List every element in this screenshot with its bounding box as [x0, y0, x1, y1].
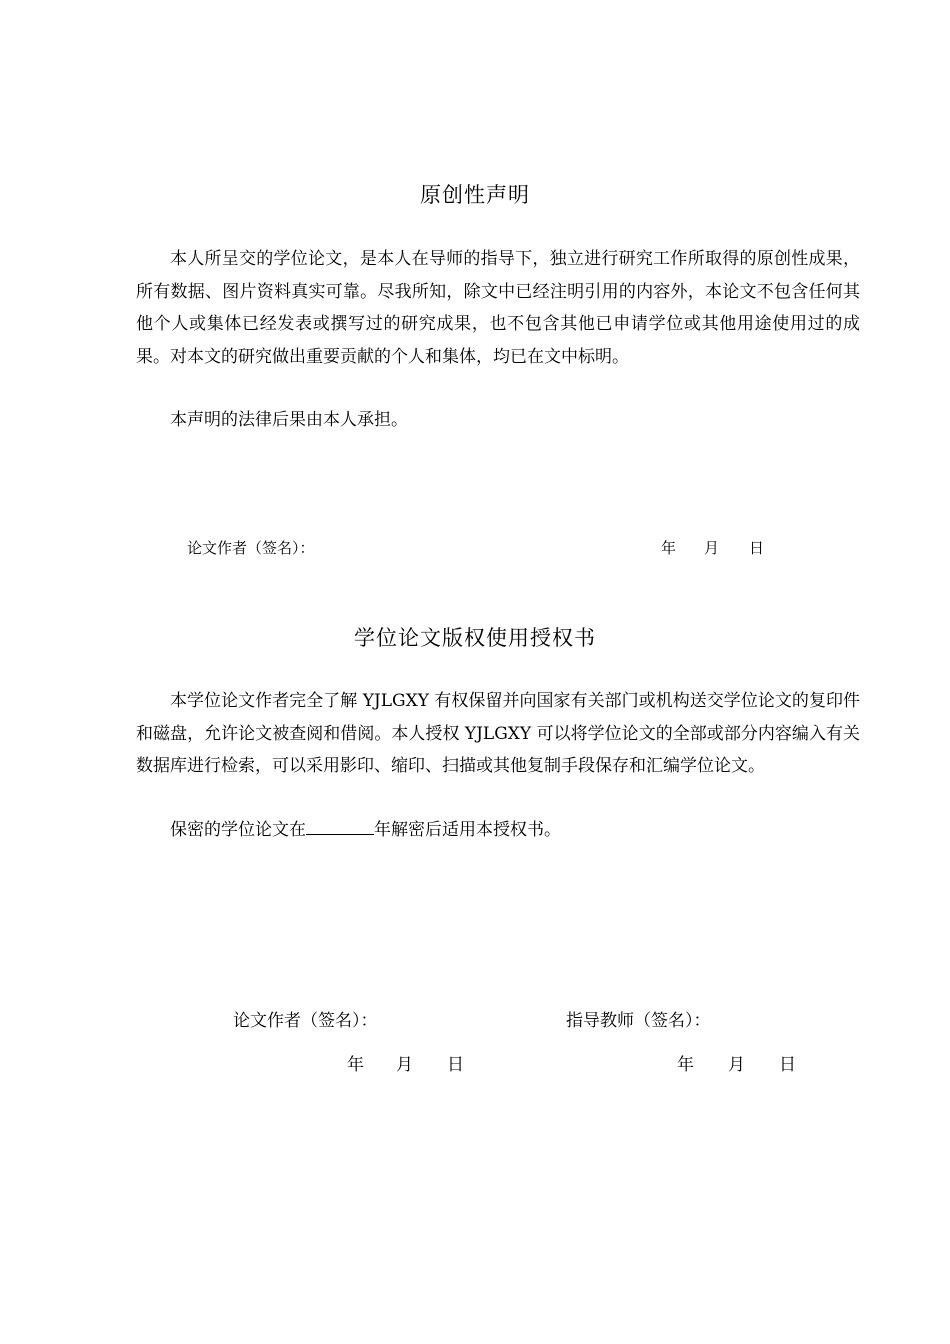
advisor-signature-label: 指导教师（签名）：: [566, 1011, 711, 1031]
declaration-liability-paragraph: 本声明的法律后果由本人承担。: [170, 410, 408, 430]
date-month: 月: [396, 1055, 413, 1075]
confidentiality-text-before: 保密的学位论文在: [170, 820, 306, 840]
date-year: 年: [661, 539, 677, 557]
declaration-date: [661, 537, 764, 558]
confidentiality-text-after: 年解密后适用本授权书。: [374, 820, 561, 840]
declaration-author-signature: [187, 537, 315, 558]
date-month: 月: [728, 1055, 745, 1075]
confidentiality-paragraph: [136, 814, 860, 847]
date-day: 日: [447, 1055, 464, 1075]
date-month: 月: [704, 539, 720, 557]
date-day: 日: [749, 539, 765, 557]
date-day: 日: [779, 1055, 796, 1075]
years-blank: [306, 814, 374, 835]
authorization-paragraph: 本学位论文作者完全了解 YJLGXY 有权保留并向国家有关部门或机构送交学位论文的复印件和磁盘，允许论文被查阅和借阅。本人授权 YJLGXY 可以将学位论文的全部或部分内容编入有关数据库进行检索，可以采用影印、缩印、扫描或其他复制手段保存和汇编学位论文。: [136, 691, 860, 777]
declaration-title: 原创性声明: [420, 183, 530, 207]
advisor-signature: [566, 1006, 711, 1031]
advisor-date: [677, 1050, 796, 1075]
author-signature-label: 论文作者（签名）：: [187, 539, 315, 557]
author-signature-label: 论文作者（签名）：: [233, 1011, 378, 1031]
authorization-author-signature: [233, 1006, 378, 1031]
declaration-paragraph: 本人所呈交的学位论文，是本人在导师的指导下，独立进行研究工作所取得的原创性成果，所有数据、图片资料真实可靠。尽我所知，除文中已经注明引用的内容外，本论文不包含任何其他个人或集体已经发表或撰写过的研究成果，也不包含其他已申请学位或其他用途使用过的成果。对本文的研究做出重要贡献的个人和集体，均已在文中标明。: [136, 249, 860, 367]
date-year: 年: [677, 1055, 694, 1075]
date-year: 年: [347, 1055, 364, 1075]
author-date: [347, 1050, 464, 1075]
authorization-title: 学位论文版权使用授权书: [354, 626, 596, 650]
